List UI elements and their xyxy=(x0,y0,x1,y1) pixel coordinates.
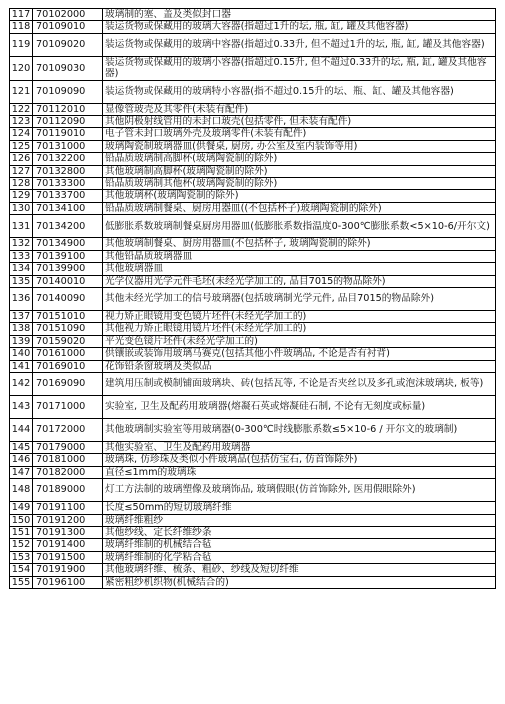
hs-code: 70140090 xyxy=(33,287,103,310)
table-row xyxy=(10,454,496,466)
hs-code: 70140010 xyxy=(33,275,103,287)
hs-code: 70189000 xyxy=(33,479,103,502)
row-number: 128 xyxy=(10,178,33,190)
goods-description: 玻璃制的塞、盖及类似封口器 xyxy=(103,9,496,21)
table-row xyxy=(10,539,496,551)
hs-code: 70191200 xyxy=(33,514,103,526)
table-row xyxy=(10,116,496,128)
goods-description: 长度≤50mm的短切玻璃纤维 xyxy=(103,502,496,514)
hs-code: 70169090 xyxy=(33,372,103,395)
goods-description: 显像管玻壳及其零件(未装有配件) xyxy=(103,103,496,115)
row-number: 143 xyxy=(10,395,33,418)
hs-code: 70131000 xyxy=(33,140,103,152)
table-row xyxy=(10,514,496,526)
hs-code: 70134900 xyxy=(33,238,103,250)
table-row xyxy=(10,360,496,372)
table-row xyxy=(10,526,496,538)
goods-description: 其他铅晶质玻璃器皿 xyxy=(103,250,496,262)
goods-description: 玻璃陶瓷制玻璃器皿(供餐桌, 厨房, 办公室及室内装饰等用) xyxy=(103,140,496,152)
goods-description: 光学仪器用光学元件毛坯(未经光学加工的, 品目7015的物品除外) xyxy=(103,275,496,287)
goods-description: 供镶嵌或装饰用玻璃马赛克(包括其他小件玻璃品, 不论是否有衬背) xyxy=(103,348,496,360)
hs-code: 70191900 xyxy=(33,564,103,576)
table-body xyxy=(10,9,496,589)
hs-code: 70134200 xyxy=(33,215,103,238)
goods-description: 花饰铅条窗玻璃及类似品 xyxy=(103,360,496,372)
hs-code: 70132200 xyxy=(33,153,103,165)
row-number: 117 xyxy=(10,9,33,21)
hs-code: 70191500 xyxy=(33,551,103,563)
goods-description: 玻璃珠, 仿珍珠及类似小件玻璃品(包括仿宝石, 仿首饰除外) xyxy=(103,454,496,466)
goods-description: 装运货物或保藏用的玻璃中容器(指超过0.33升, 但不超过1升的坛, 瓶, 缸, 罐及其他容器) xyxy=(103,33,496,56)
table-row xyxy=(10,395,496,418)
table-row xyxy=(10,153,496,165)
row-number: 133 xyxy=(10,250,33,262)
table-row xyxy=(10,33,496,56)
row-number: 142 xyxy=(10,372,33,395)
row-number: 126 xyxy=(10,153,33,165)
hs-code: 70109030 xyxy=(33,56,103,80)
goods-description: 铅晶质玻璃制餐桌、厨房用器皿((不包括杯子)玻璃陶瓷制的除外) xyxy=(103,202,496,214)
row-number: 118 xyxy=(10,21,33,33)
table-row xyxy=(10,178,496,190)
row-number: 153 xyxy=(10,551,33,563)
goods-description: 直径≤1mm的玻璃珠 xyxy=(103,466,496,478)
goods-description: 其他玻璃杯(玻璃陶瓷制的除外) xyxy=(103,190,496,202)
hs-code: 70196100 xyxy=(33,576,103,588)
hs-code: 70151010 xyxy=(33,310,103,322)
table-row xyxy=(10,140,496,152)
row-number: 149 xyxy=(10,502,33,514)
table-row xyxy=(10,103,496,115)
row-number: 147 xyxy=(10,466,33,478)
hs-code: 70132800 xyxy=(33,165,103,177)
table-row xyxy=(10,348,496,360)
table-row xyxy=(10,9,496,21)
hs-code: 70171000 xyxy=(33,395,103,418)
hs-code: 70109090 xyxy=(33,80,103,103)
row-number: 124 xyxy=(10,128,33,140)
row-number: 131 xyxy=(10,215,33,238)
table-row xyxy=(10,310,496,322)
hs-code: 70159020 xyxy=(33,335,103,347)
goods-description: 紧密粗纱机织物(机械结合的) xyxy=(103,576,496,588)
hs-code: 70109020 xyxy=(33,33,103,56)
table-row xyxy=(10,479,496,502)
hs-code: 70134100 xyxy=(33,202,103,214)
row-number: 136 xyxy=(10,287,33,310)
hs-code: 70139900 xyxy=(33,263,103,275)
goods-description: 其他阴极射线管用的未封口玻壳(包括零件, 但未装有配件) xyxy=(103,116,496,128)
goods-description: 其他玻璃纤维、梳条、粗砂、纱线及短切纤维 xyxy=(103,564,496,576)
hs-code: 70169010 xyxy=(33,360,103,372)
row-number: 151 xyxy=(10,526,33,538)
row-number: 139 xyxy=(10,335,33,347)
row-number: 130 xyxy=(10,202,33,214)
row-number: 134 xyxy=(10,263,33,275)
hs-code: 70112010 xyxy=(33,103,103,115)
table-row xyxy=(10,287,496,310)
hs-code: 70102000 xyxy=(33,9,103,21)
table-row xyxy=(10,56,496,80)
row-number: 148 xyxy=(10,479,33,502)
table-row xyxy=(10,466,496,478)
row-number: 138 xyxy=(10,323,33,335)
table-row xyxy=(10,165,496,177)
hs-code: 70172000 xyxy=(33,418,103,441)
hs-code: 70161000 xyxy=(33,348,103,360)
row-number: 150 xyxy=(10,514,33,526)
goods-description: 玻璃纤维制的机械结合毡 xyxy=(103,539,496,551)
goods-description: 低膨胀系数玻璃制餐桌厨房用器皿(低膨胀系数指温度0-300℃膨胀系数<5×10-6/开尔文) xyxy=(103,215,496,238)
row-number: 154 xyxy=(10,564,33,576)
row-number: 137 xyxy=(10,310,33,322)
hs-code: 70109010 xyxy=(33,21,103,33)
row-number: 122 xyxy=(10,103,33,115)
row-number: 132 xyxy=(10,238,33,250)
row-number: 146 xyxy=(10,454,33,466)
goods-description: 灯工方法制的玻璃塑像及玻璃饰品, 玻璃假眼(仿首饰除外, 医用假眼除外) xyxy=(103,479,496,502)
hs-code: 70151090 xyxy=(33,323,103,335)
row-number: 152 xyxy=(10,539,33,551)
table-row xyxy=(10,128,496,140)
table-row xyxy=(10,576,496,588)
goods-description: 其他未经光学加工的信号玻璃器(包括玻璃制光学元件, 品目7015的物品除外) xyxy=(103,287,496,310)
goods-description: 铅晶质玻璃制其他杯(玻璃陶瓷制的除外) xyxy=(103,178,496,190)
row-number: 135 xyxy=(10,275,33,287)
row-number: 119 xyxy=(10,33,33,56)
row-number: 127 xyxy=(10,165,33,177)
goods-description: 其他玻璃制餐桌、厨房用器皿(不包括杯子, 玻璃陶瓷制的除外) xyxy=(103,238,496,250)
table-row xyxy=(10,202,496,214)
hs-code: 70112090 xyxy=(33,116,103,128)
table-row xyxy=(10,564,496,576)
table-row xyxy=(10,323,496,335)
row-number: 120 xyxy=(10,56,33,80)
tariff-code-table xyxy=(9,8,496,589)
goods-description: 其他玻璃制高脚杯(玻璃陶瓷制的除外) xyxy=(103,165,496,177)
goods-description: 视力矫正眼镜用变色镜片坯件(未经光学加工的) xyxy=(103,310,496,322)
goods-description: 装运货物或保藏用的玻璃大容器(指超过1升的坛, 瓶, 缸, 罐及其他容器) xyxy=(103,21,496,33)
row-number: 145 xyxy=(10,441,33,453)
table-row xyxy=(10,215,496,238)
table-row xyxy=(10,21,496,33)
row-number: 155 xyxy=(10,576,33,588)
hs-code: 70119010 xyxy=(33,128,103,140)
table-row xyxy=(10,275,496,287)
hs-code: 70191300 xyxy=(33,526,103,538)
goods-description: 装运货物或保藏用的玻璃特小容器(指不超过0.15升的坛、瓶、缸、罐及其他容器) xyxy=(103,80,496,103)
goods-description: 实验室, 卫生及配药用玻璃器(熔凝石英或熔凝硅石制, 不论有无刻度或标量) xyxy=(103,395,496,418)
table-row xyxy=(10,80,496,103)
goods-description: 装运货物或保藏用的玻璃小容器(指超过0.15升, 但不超过0.33升的坛, 瓶, 缸, 罐及其他容器) xyxy=(103,56,496,80)
goods-description: 其他玻璃器皿 xyxy=(103,263,496,275)
row-number: 129 xyxy=(10,190,33,202)
goods-description: 电子管未封口玻璃外壳及玻璃零件(未装有配件) xyxy=(103,128,496,140)
hs-code: 70133300 xyxy=(33,178,103,190)
table-row xyxy=(10,335,496,347)
goods-description: 玻璃纤维粗纱 xyxy=(103,514,496,526)
hs-code: 70179000 xyxy=(33,441,103,453)
goods-description: 玻璃纤维制的化学粘合毡 xyxy=(103,551,496,563)
goods-description: 平光变色镜片坯件(未经光学加工的) xyxy=(103,335,496,347)
goods-description: 其他实验室、卫生及配药用玻璃器 xyxy=(103,441,496,453)
row-number: 125 xyxy=(10,140,33,152)
row-number: 141 xyxy=(10,360,33,372)
goods-description: 其他视力矫正眼镜用镜片坯件(未经光学加工的) xyxy=(103,323,496,335)
goods-description: 建筑用压制或模制铺面玻璃块、砖(包括瓦等, 不论是否夹丝以及多孔或泡沫玻璃块, 板等) xyxy=(103,372,496,395)
table-row xyxy=(10,190,496,202)
table-row xyxy=(10,263,496,275)
hs-code: 70139100 xyxy=(33,250,103,262)
hs-code: 70182000 xyxy=(33,466,103,478)
table-row xyxy=(10,418,496,441)
row-number: 140 xyxy=(10,348,33,360)
table-row xyxy=(10,502,496,514)
table-row xyxy=(10,238,496,250)
hs-code: 70191400 xyxy=(33,539,103,551)
table-row xyxy=(10,250,496,262)
row-number: 144 xyxy=(10,418,33,441)
hs-code: 70181000 xyxy=(33,454,103,466)
goods-description: 铅晶质玻璃制高脚杯(玻璃陶瓷制的除外) xyxy=(103,153,496,165)
table-row xyxy=(10,441,496,453)
table-row xyxy=(10,551,496,563)
table-row xyxy=(10,372,496,395)
hs-code: 70133700 xyxy=(33,190,103,202)
goods-description: 其他玻璃制实验室等用玻璃器(0-300℃时线膨胀系数≤5×10-6 / 开尔文的玻璃制) xyxy=(103,418,496,441)
goods-description: 其他纱线、定长纤维纱条 xyxy=(103,526,496,538)
row-number: 123 xyxy=(10,116,33,128)
row-number: 121 xyxy=(10,80,33,103)
hs-code: 70191100 xyxy=(33,502,103,514)
